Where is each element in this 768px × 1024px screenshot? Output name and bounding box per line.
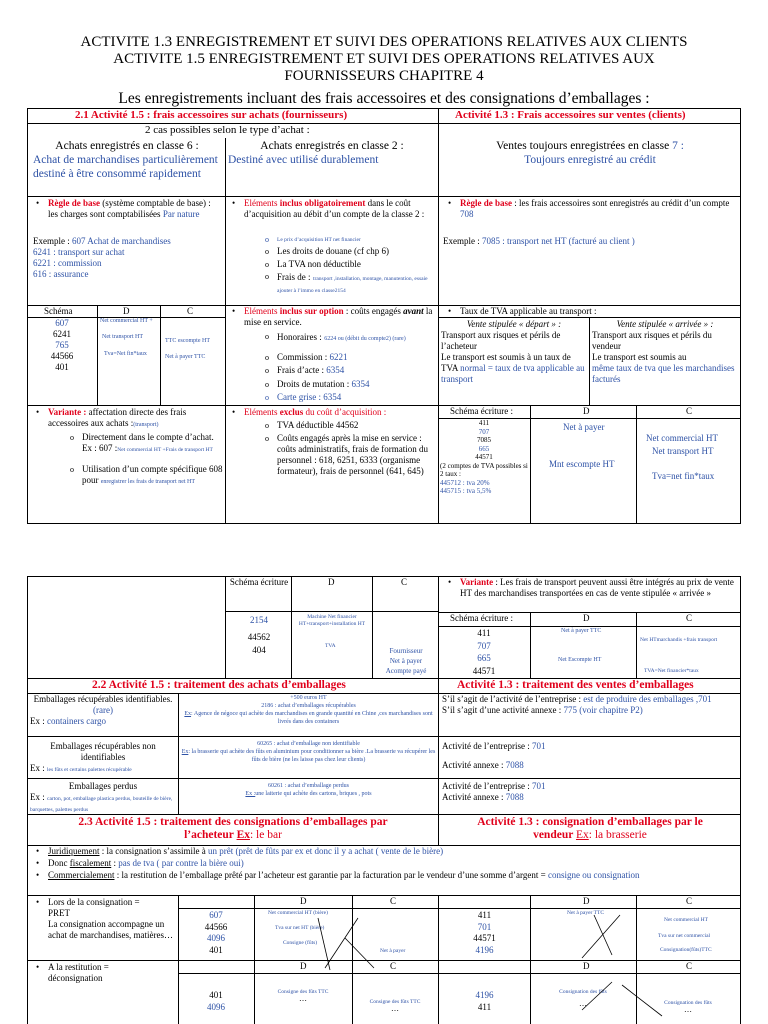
t2-44562: 44562 [247, 632, 271, 642]
class7-desc: Toujours enregistré au crédit [524, 154, 656, 166]
arrow-av-2 [622, 985, 662, 1016]
ar-c1: Consigne des fûts TTC [369, 999, 421, 1005]
sv-n1: 445712 : tva 20% [440, 478, 490, 487]
arrow-lv-2 [594, 915, 612, 955]
sv-title: Schéma écriture : [450, 406, 513, 416]
ar-4096: 4096 [207, 1002, 225, 1012]
lv-d1: Net à payer TTC [567, 910, 605, 916]
arrow-lc-3 [345, 938, 374, 968]
acc-6241: 6241 [53, 329, 71, 339]
consig-tr2a: vendeur [533, 829, 574, 841]
av-d: D [583, 961, 590, 971]
lv-4196: 4196 [475, 944, 494, 955]
arr-title: Vente stipulée « arrivée » : [616, 319, 714, 329]
ep-ex: Ex : [30, 792, 45, 802]
en-mid3: : la brasserie qui achète des fûts en aluminium pour conditionner sa bière .La brasserie va récupérer les fûts de bière (ne les laisse pas chez leur clients) [188, 749, 436, 763]
t2-d: D [328, 577, 335, 587]
sv-d1: Net à payer [563, 422, 605, 432]
opt-avant: avant [403, 306, 424, 316]
t2-schema: Schéma écriture [229, 577, 289, 587]
dep-blue: normal = taux de tva applicable au transport [441, 363, 585, 384]
lc-4096: 4096 [207, 933, 225, 943]
class6-title: Achats enregistrés en classe 6 : [55, 140, 199, 152]
arr-t1: Transport aux risques et périls du vendeur [592, 330, 712, 351]
el-text: dans le coût d’acquisition au débit d’un compte de la classe 2 : [244, 198, 425, 219]
opt-text: : coûts engagés [343, 306, 401, 316]
schema-d3: Tva=Net fin*taux [104, 351, 147, 357]
lv-c1: Net commercial HT [664, 917, 708, 923]
ex-607: 607 Achat de marchandises [72, 236, 171, 246]
en-ex: Ex : [30, 763, 45, 773]
header-line-3: FOURNISSEURS CHAPITRE 4 [284, 68, 484, 84]
sv-411: 411 [478, 419, 490, 427]
schema-label: Schéma [44, 306, 73, 316]
en-r2a: Activité annexe : [442, 760, 504, 770]
co-label: Commercialement [48, 870, 115, 880]
ar-d2: … [299, 993, 307, 1003]
sv-n2: 445715 : tva 5,5% [440, 487, 492, 495]
arrow-av-1 [582, 982, 612, 1010]
emb-title-left: 2.2 Activité 1.5 : traitement des achats d’emballages [92, 679, 346, 691]
schema-d1: Net commercial HT + [100, 318, 153, 324]
lc-d3: Consigne (fûts) [283, 940, 318, 946]
el-item-4a: Frais de : [277, 272, 311, 282]
opt-i4b: 6354 [351, 379, 370, 389]
exv-label: Exemple : [443, 236, 480, 246]
arrow-lc-1 [318, 918, 330, 970]
sv-note: (2 comptes de TVA possibles si 2 taux : [440, 461, 528, 478]
opt-i1a: Honoraires : [277, 332, 322, 342]
t2-sv-d: D [583, 613, 590, 623]
dep-t2: Le transport est soumis à un taux de TVA [441, 352, 571, 373]
av-411: 411 [477, 1002, 492, 1012]
exc-bold: exclus [279, 407, 304, 417]
er-mid2: 2186 : achat d’emballages récupérables [261, 703, 356, 709]
t2-sv-c2: TVA=Net financier*taux [644, 668, 699, 674]
av-c: C [686, 961, 693, 971]
av-c1: Consignation des fûts [664, 1000, 712, 1006]
t2-sv-411: 411 [477, 628, 491, 638]
t2-c3: Acompte payé [385, 667, 427, 675]
opt-i4a: Droits de mutation : [277, 379, 350, 389]
ex-label: Exemple : [33, 236, 70, 246]
lv-c: C [686, 896, 693, 906]
var-i2b: enregistrer les frais de transport net HT [100, 479, 196, 485]
sv-c: C [686, 406, 693, 416]
el-item-4b: transport ,installation, montage, manutention, essaie ajouter à l’immo en classe2154 [277, 276, 428, 294]
t2-sv-d2: Net Escompte HT [558, 657, 602, 663]
t1-right-title: Activité 1.3 : Frais accessoires sur ventes (clients) [455, 109, 686, 121]
opt-text2: la mise en service. [244, 306, 433, 327]
lc-401: 401 [209, 944, 223, 955]
var-i1b: Net commercial HT +Frais de transport HT [117, 447, 213, 453]
var-label: Variante : [48, 407, 87, 417]
schema-d: D [123, 306, 130, 316]
class2-desc: Destiné avec utilisé durablement [228, 154, 379, 166]
f-label1: Donc [48, 858, 70, 868]
ep-r2b: 7088 [505, 792, 524, 802]
rbv-num: 708 [460, 209, 474, 219]
sv-d2: Mnt escompte HT [549, 459, 615, 469]
t2-d1: Machine Net financier HT+transport+installation HT [298, 614, 366, 627]
av-c2: … [684, 1004, 692, 1014]
t2-sv-c: C [686, 613, 693, 623]
header-line-4: Les enregistrements incluant des frais accessoires et des consignations d’emballages : [118, 90, 650, 107]
sv-c3: Tva=net fin*taux [652, 471, 715, 481]
exc-item-2: o Coûts engagés après la mise en service : coûts administratifs, frais de formation du personnel : 618, 6251, 6333 (organisme formateur), frais de personnel (641, 645) [277, 433, 437, 477]
f-text: : [111, 858, 116, 868]
av-d1: Consignation des fûts [559, 989, 607, 995]
lv-411: 411 [477, 910, 492, 920]
lc-d2: Tva sur net HT (bière) [275, 925, 325, 931]
er-exb: containers cargo [47, 716, 107, 726]
lc-c1: Net à payer [380, 948, 406, 954]
opt-i3a: Frais d’acte : [277, 365, 324, 375]
t2-2154: 2154 [250, 615, 268, 625]
rb-label: Règle de base [48, 198, 100, 208]
acc-607: 607 [55, 318, 69, 328]
sv-707: 707 [478, 427, 490, 436]
acc-401: 401 [55, 362, 69, 372]
el-item-3: o La TVA non déductible [277, 259, 437, 270]
sv-44571: 44571 [475, 453, 493, 461]
t2-sv-d1: Net à payer TTC [561, 628, 602, 634]
t2-var-label: Variante [460, 577, 494, 587]
opt-item-5: o Carte grise : 6354 [277, 392, 437, 403]
lc-t2: PRET [48, 908, 71, 918]
ep-label: Emballages perdus [68, 781, 138, 791]
class7-num: 7 : [672, 140, 684, 152]
exc-item-1: o TVA déductible 44562 [277, 420, 437, 431]
ar-c2: … [391, 1003, 399, 1013]
en-mid2: Ex [181, 749, 189, 755]
t2-var-text: : Les frais de transport peuvent aussi être intégrés au prix de vente HT des marchandises transportées en cas de vente stipulée « arrivée » [460, 577, 734, 598]
ep-r1b: 701 [531, 781, 546, 791]
tva-transport: • Taux de TVA applicable au transport : [460, 306, 738, 317]
sv-665: 665 [478, 444, 490, 453]
sv-d: D [583, 406, 590, 416]
opt-i3b: 6354 [326, 365, 345, 375]
rb-blue: Par nature [162, 209, 200, 219]
rbv-label: Règle de base [460, 198, 512, 208]
t2-404: 404 [252, 645, 266, 655]
lv-c2: Tva sur net commercial [658, 933, 711, 939]
ar-t2: déconsignation [48, 973, 103, 983]
t2-sv-707: 707 [477, 640, 491, 651]
er-mid3: Ex [184, 711, 192, 717]
dep-t1: Transport aux risques et périls de l’acheteur [441, 330, 561, 351]
t2-c: C [401, 577, 408, 587]
sv-7085: 7085 [477, 436, 491, 444]
ar-401: 401 [209, 990, 223, 1000]
class7-title: Ventes toujours enregistrées en classe [496, 140, 670, 152]
av-4196: 4196 [475, 990, 494, 1000]
er-mid4: : Agence de négoce qui achète des marchandises en grande quantité en Chine ,ces marchandises sont livrés dans des containers [191, 711, 433, 725]
class6-desc: Achat de marchandises particulièrement destiné à être consommé rapidement [33, 154, 218, 180]
er-mid1: +500 euros HT [290, 695, 327, 701]
lv-d: D [583, 896, 590, 906]
el-label: Eléments [244, 198, 278, 208]
var-i2: Utilisation d’un compte spécifique 608 pour [82, 464, 223, 485]
opt-i1b: 6224 ou (débit du compte2) (rare) [324, 336, 406, 342]
en-r1b: 701 [531, 741, 546, 751]
lc-t1: • Lors de la consignation = [48, 897, 140, 907]
lv-44571: 44571 [473, 933, 496, 943]
consig-tr1: Activité 1.3 : consignation d’emballages par le [477, 816, 703, 828]
ep-mid3: une laiterie qui achète des cartons, briques , pots [255, 791, 372, 797]
dep-title: Vente stipulée « départ » : [466, 319, 562, 329]
co-text: : la restitution de l’emballage prêté par l’acheteur est garantie par la facturation par le vendeur d’une somme d’argent = [114, 870, 546, 880]
t2-sv-665: 665 [477, 653, 491, 663]
el-item-2: o Les droits de douane (cf chp 6) [277, 246, 437, 257]
rb-text: (système comptable de base) : les charges sont comptabilisées [48, 198, 211, 219]
en-r2b: 7088 [505, 760, 524, 770]
var-text: affectation directe des frais accessoires aux achats : [48, 407, 187, 428]
consig-tl2c: : le bar [249, 829, 282, 841]
en-mid1: 60265 : achat d’emballage non identifiable [257, 741, 360, 747]
er-rare: (rare) [93, 705, 113, 715]
var-blue: (transport) [133, 422, 159, 428]
ep-exb: carton, pot, emballage plastica perdus, bouteille de bière, barquettes, palettes perdus [30, 796, 173, 813]
emb-title-right: Activité 1.3 : traitement des ventes d’emballages [457, 679, 694, 691]
sv-c1: Net commercial HT [646, 433, 718, 443]
ep-r1a: Activité de l’entreprise : [442, 781, 530, 791]
arr-t2: Le transport est soumis au [592, 352, 687, 362]
j-text: : la consignation s’assimile à [99, 846, 206, 856]
t2-d2: TVA [325, 643, 336, 649]
j-label: Juridiquement [48, 846, 100, 856]
ar-d1: Consigne des fûts TTC [277, 989, 329, 995]
lc-607: 607 [209, 910, 223, 920]
co-blue: consigne ou consignation [547, 870, 640, 880]
f-blue: pas de tva ( par contre la bière oui) [118, 858, 244, 868]
er-r1b: est de produire des emballages ,701 [583, 694, 712, 704]
t2-sv-title: Schéma écriture : [450, 613, 513, 623]
ep-mid2: Ex : [245, 791, 256, 797]
rbv-text: : les frais accessoires sont enregistrés au crédit d’un compte [512, 198, 730, 208]
arr-blue: même taux de tva que les marchandises facturés [592, 363, 735, 384]
av-d2: … [579, 998, 587, 1008]
ep-mid1: 60261 : achat d’emballage perdus [268, 783, 349, 789]
acc-44566: 44566 [50, 351, 74, 361]
el-bold: inclus obligatoirement [279, 198, 366, 208]
lc-t3: La consignation accompagne un achat de marchandises, matières… [48, 919, 173, 940]
en-label: Emballages récupérables non identifiables [50, 741, 156, 762]
arrow-lc-2 [325, 918, 358, 968]
lv-701: 701 [477, 921, 492, 932]
er-r1a: S’il s’agit de l’activité de l’entreprise : [442, 694, 581, 704]
er-ex: Ex : [30, 716, 45, 726]
ar-t1: • A la restitution = [48, 962, 109, 972]
t2-sv-c1: Net HTmarchandis +frais transport [640, 637, 718, 643]
ex-616: 616 : assurance [33, 269, 89, 279]
exc-label: Eléments [244, 407, 278, 417]
sv-c2: Net transport HT [652, 446, 714, 456]
consig-tl2a: l’acheteur [184, 829, 234, 841]
ex-6221: 6221 : commission [33, 258, 102, 268]
er-r2a: S’il s’agit d’une activité annexe : [442, 705, 562, 715]
var-i1: Directement dans le compte d’achat. Ex : 607 : [82, 432, 214, 453]
lc-c: C [390, 896, 397, 906]
t2-c2: Net à payer [389, 657, 423, 665]
schema-c1: TTC escompte HT [165, 338, 210, 344]
acc-765: 765 [55, 340, 69, 350]
schema-c: C [187, 306, 194, 316]
header-line-1: ACTIVITE 1.3 ENREGISTREMENT ET SUIVI DES OPERATIONS RELATIVES AUX CLIENTS [80, 34, 688, 50]
opt-i2a: Commission : [277, 352, 328, 362]
opt-i2b: 6221 [329, 352, 348, 362]
schema-d2: Net transport HT [102, 334, 143, 340]
ep-r2a: Activité annexe : [442, 792, 504, 802]
en-r1a: Activité de l’entreprise : [442, 741, 530, 751]
arrow-lv-1 [582, 915, 620, 958]
opt-label: Eléments [244, 306, 278, 316]
header-line-2: ACTIVITE 1.5 ENREGISTREMENT ET SUIVI DES OPERATIONS RELATIVES AUX [113, 51, 655, 67]
el-item-1: o Le prix d’acquisition HT net financier [277, 237, 437, 244]
ex-6241: 6241 : transport sur achat [33, 247, 125, 257]
consig-tr2b: Ex [576, 829, 589, 841]
er-r2b: 775 (voir chapitre P2) [563, 705, 643, 715]
t1-two-cases: 2 cas possibles selon le type d’achat : [145, 124, 310, 136]
exv-blue: 7085 : transport net HT (facturé au client ) [482, 236, 635, 246]
consig-tl2b: Ex [236, 829, 250, 841]
er-label: Emballages récupérables identifiables. [33, 694, 173, 704]
lc-d: D [300, 896, 307, 906]
f-label2: fiscalement [69, 858, 112, 868]
lc-44566: 44566 [204, 921, 228, 932]
t2-c1: Fournisseur [389, 647, 423, 655]
t1-left-title: 2.1 Activité 1.5 : frais accessoires sur achats (fournisseurs) [75, 109, 348, 121]
t2-sv-44571: 44571 [472, 665, 496, 676]
exc-text: du coût d’acquisition : [303, 407, 387, 417]
j-blue: un prêt (prêt de fûts par ex et donc il y a achat ( vente de le bière) [207, 846, 444, 856]
consig-tr2c: : la brasserie [588, 829, 647, 841]
opt-bold: inclus sur option [279, 306, 344, 316]
lv-c3: Consignation(fûts)TTC [660, 947, 712, 953]
ar-d: D [300, 961, 307, 971]
en-exb: les fûts et certains palettes récupérable [47, 767, 132, 773]
consig-tl1: 2.3 Activité 1.5 : traitement des consignations d’emballages par [78, 816, 388, 828]
class2-title: Achats enregistrés en classe 2 : [260, 140, 404, 152]
schema-c2: Net à payer TTC [165, 354, 206, 360]
lc-d1: Net commercial HT (bière) [268, 910, 328, 916]
ar-c: C [390, 961, 397, 971]
